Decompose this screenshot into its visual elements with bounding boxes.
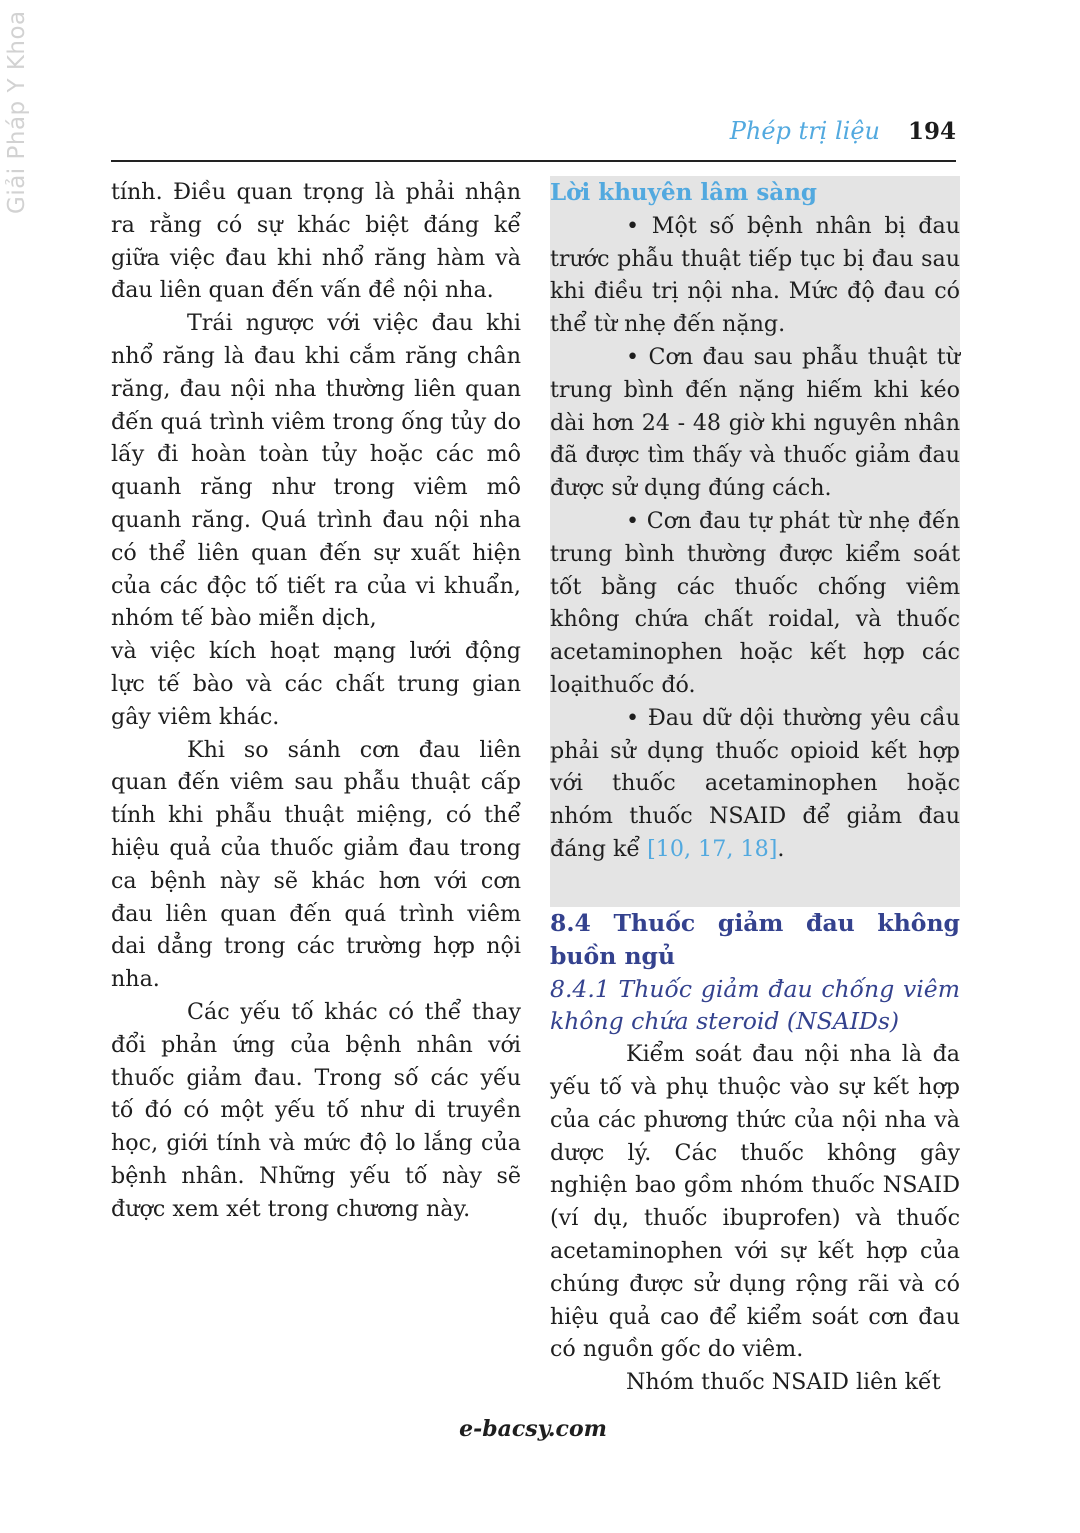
running-header: [700, 117, 956, 145]
tip-bullet: • Cơn đau sau phẫu thuật từ trung bình đến nặng hiếm khi kéo dài hơn 24 - 48 giờ khi nguyên nhân đã được tìm thấy và thuốc giảm đau được sử dụng đúng cách.: [550, 343, 960, 502]
body-paragraph: Các yếu tố khác có thể thay đổi phản ứng của bệnh nhân với thuốc giảm đau. Trong số các yếu tố đó có một yếu tố như di truyền học, giới tính và mức độ lo lắng của bệnh nhân. Những yếu tố này sẽ được xem xét trong chương này.: [111, 998, 521, 1222]
clinical-tip-title: Lời khuyên lâm sàng: [550, 179, 818, 206]
section-title: 8.4 Thuốc giảm đau không buồn ngủ: [550, 909, 960, 970]
tip-bullet-text: • Đau dữ dội thường yêu cầu phải sử dụng thuốc opioid kết hợp với thuốc acetaminophen hoặc nhóm thuốc NSAID để giảm đau đáng kể: [550, 704, 960, 862]
tip-bullet: • Cơn đau tự phát từ nhẹ đến trung bình thường được kiểm soát tốt bằng các thuốc chống viêm không chứa chất roidal, và thuốc acetaminophen hoặc kết hợp các loạithuốc đó.: [550, 507, 960, 698]
body-paragraph: và việc kích hoạt mạng lưới động lực tế bào và các chất trung gian gây viêm khác.: [111, 638, 521, 730]
tip-bullet: [550, 702, 960, 866]
body-paragraph: Nhóm thuốc NSAID liên kết: [626, 1369, 941, 1396]
footer-site: e-bacsy.com: [459, 1416, 607, 1442]
left-column: [111, 176, 521, 1226]
tip-bullet: • Một số bệnh nhân bị đau trước phẫu thuật tiếp tục bị đau sau khi điều trị nội nha. Mức độ đau có thể từ nhẹ đến nặng.: [550, 212, 960, 338]
subsection-title: 8.4.1 Thuốc giảm đau chống viêm không chứa steroid (NSAIDs): [550, 974, 960, 1036]
clinical-tip-box: [550, 176, 960, 907]
citation-link[interactable]: [10, 17, 18]: [647, 835, 778, 862]
body-paragraph: Trái ngược với việc đau khi nhổ răng là đau khi cắm răng chân răng, đau nội nha thường liên quan đến quá trình viêm trong ống tủy do lấy đi hoàn toàn tủy hoặc các mô quanh răng như trong viêm mô quanh răng. Quá trình đau nội nha có thể liên quan đến sự xuất hiện của các độc tố tiết ra của vi khuẩn, nhóm tế bào miễn dịch,: [111, 310, 521, 632]
body-paragraph: Kiểm soát đau nội nha là đa yếu tố và phụ thuộc vào sự kết hợp của các phương thức của nội nha và dược lý. Các thuốc không gây nghiện bao gồm nhóm thuốc NSAID (ví dụ, thuốc ibuprofen) và thuốc acetaminophen với sự kết hợp của chúng được sử dụng rộng rãi và có hiệu quả cao để kiểm soát cơn đau có nguồn gốc do viêm.: [550, 1041, 960, 1363]
running-title: Phép trị liệu: [729, 117, 880, 145]
side-watermark: Giải Pháp Y Khoa: [4, 10, 30, 214]
body-paragraph: Khi so sánh cơn đau liên quan đến viêm sau phẫu thuật cấp tính khi phẫu thuật miệng, có thể hiệu quả của thuốc giảm đau trong ca bệnh này sẽ khác hơn với cơn đau liên quan đến quá trình viêm dai dẳng trong các trường hợp nội nha.: [111, 736, 521, 993]
right-column: [550, 176, 960, 1399]
citation-end: .: [777, 835, 785, 862]
body-paragraph: tính. Điều quan trọng là phải nhận ra rằng có sự khác biệt đáng kể giữa việc đau khi nhổ răng hàm và đau liên quan đến vấn đề nội nha.: [111, 179, 521, 304]
page-number: 194: [907, 118, 956, 145]
header-rule: [111, 160, 956, 162]
